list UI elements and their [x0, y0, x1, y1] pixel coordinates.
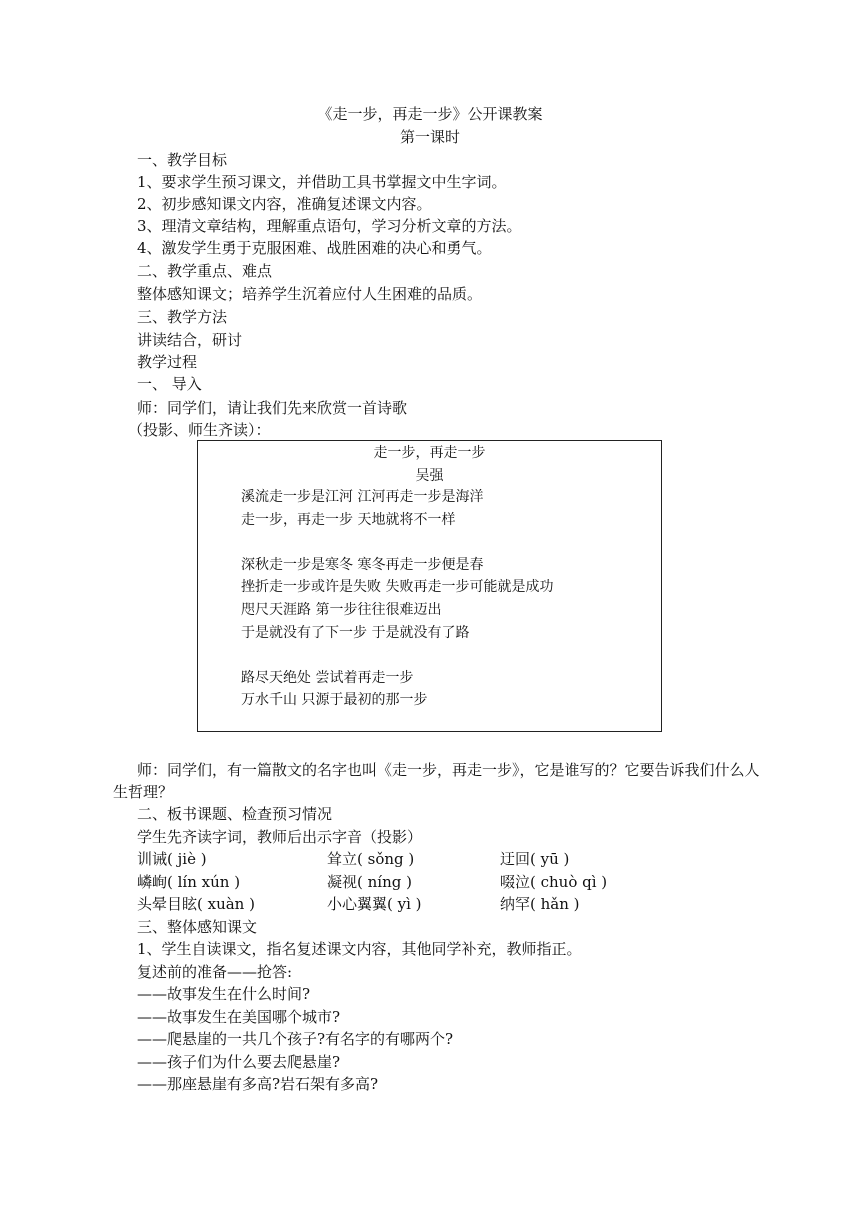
poem-line: 深秋走一步是寒冬 寒冬再走一步便是春	[241, 557, 484, 573]
poem-line: 走一步，再走一步 天地就将不一样	[241, 512, 456, 528]
question-item: ——爬悬崖的一共几个孩子?有名字的有哪两个?	[137, 1030, 454, 1048]
section-heading-methods: 三、教学方法	[137, 308, 228, 326]
board-text: 学生先齐读字词，教师后出示字音（投影）	[137, 828, 423, 846]
objective-item: 4、激发学生勇于克服困难、战胜困难的决心和勇气。	[137, 239, 492, 257]
poem-author: 吴强	[415, 468, 444, 484]
question-item: ——孩子们为什么要去爬悬崖?	[137, 1053, 341, 1071]
poem-box	[197, 440, 662, 732]
objective-item: 1、要求学生预习课文，并借助工具书掌握文中生字词。	[137, 173, 507, 191]
poem-title: 走一步，再走一步	[373, 445, 486, 461]
vocab-word: 纳罕( hǎn )	[500, 895, 580, 913]
projection-note: （投影、师生齐读）：	[128, 421, 271, 439]
poem-line: 万水千山 只源于最初的那一步	[241, 692, 428, 708]
question-item: ——故事发生在美国哪个城市?	[137, 1008, 341, 1026]
intro-heading: 一、 导入	[137, 375, 202, 393]
process-heading: 教学过程	[137, 353, 198, 371]
vocab-word: 训诫( jiè )	[137, 850, 207, 868]
vocab-word: 凝视( níng )	[327, 873, 412, 891]
teacher-line: 师：同学们，请让我们先来欣赏一首诗歌	[137, 399, 408, 417]
question-item: ——故事发生在什么时间?	[137, 985, 311, 1003]
document-subtitle: 第一课时	[399, 128, 460, 146]
vocab-word: 迂回( yū )	[500, 850, 570, 868]
objective-item: 3、理清文章结构，理解重点语句，学习分析文章的方法。	[137, 217, 522, 235]
objective-item: 2、初步感知课文内容，准确复述课文内容。	[137, 195, 432, 213]
vocab-word: 小心翼翼( yì )	[327, 895, 422, 913]
vocab-word: 嶙峋( lín xún )	[137, 873, 241, 891]
section-heading-focus: 二、教学重点、难点	[137, 262, 273, 280]
poem-line: 路尽天绝处 尝试着再走一步	[241, 670, 414, 686]
overall-heading: 三、整体感知课文	[137, 918, 258, 936]
after-poem-paragraph: 师：同学们，有一篇散文的名字也叫《走一步，再走一步》，它是谁写的？它要告诉我们什么人生哲理？	[113, 761, 760, 801]
vocab-word: 耸立( sǒng )	[327, 850, 415, 868]
question-item: ——那座悬崖有多高?岩石架有多高?	[137, 1075, 379, 1093]
poem-line: 溪流走一步是江河 江河再走一步是海洋	[241, 489, 484, 505]
section-heading-objectives: 一、教学目标	[137, 151, 228, 169]
overall-text: 1、学生自读课文，指名复述课文内容，其他同学补充，教师指正。	[137, 940, 582, 958]
methods-text: 讲读结合，研讨	[137, 331, 243, 349]
vocab-word: 头晕目眩( xuàn )	[137, 895, 255, 913]
overall-prep: 复述前的准备——抢答:	[137, 963, 293, 981]
focus-text: 整体感知课文；培养学生沉着应付人生困难的品质。	[137, 285, 483, 303]
board-heading: 二、板书课题、检查预习情况	[137, 805, 333, 823]
poem-line: 咫尺天涯路 第一步往往很难迈出	[241, 602, 442, 618]
vocab-word: 啜泣( chuò qì )	[500, 873, 608, 891]
document-title: 《走一步，再走一步》公开课教案	[317, 105, 543, 123]
poem-line: 于是就没有了下一步 于是就没有了路	[241, 625, 470, 641]
poem-line: 挫折走一步或许是失败 失败再走一步可能就是成功	[241, 579, 554, 595]
